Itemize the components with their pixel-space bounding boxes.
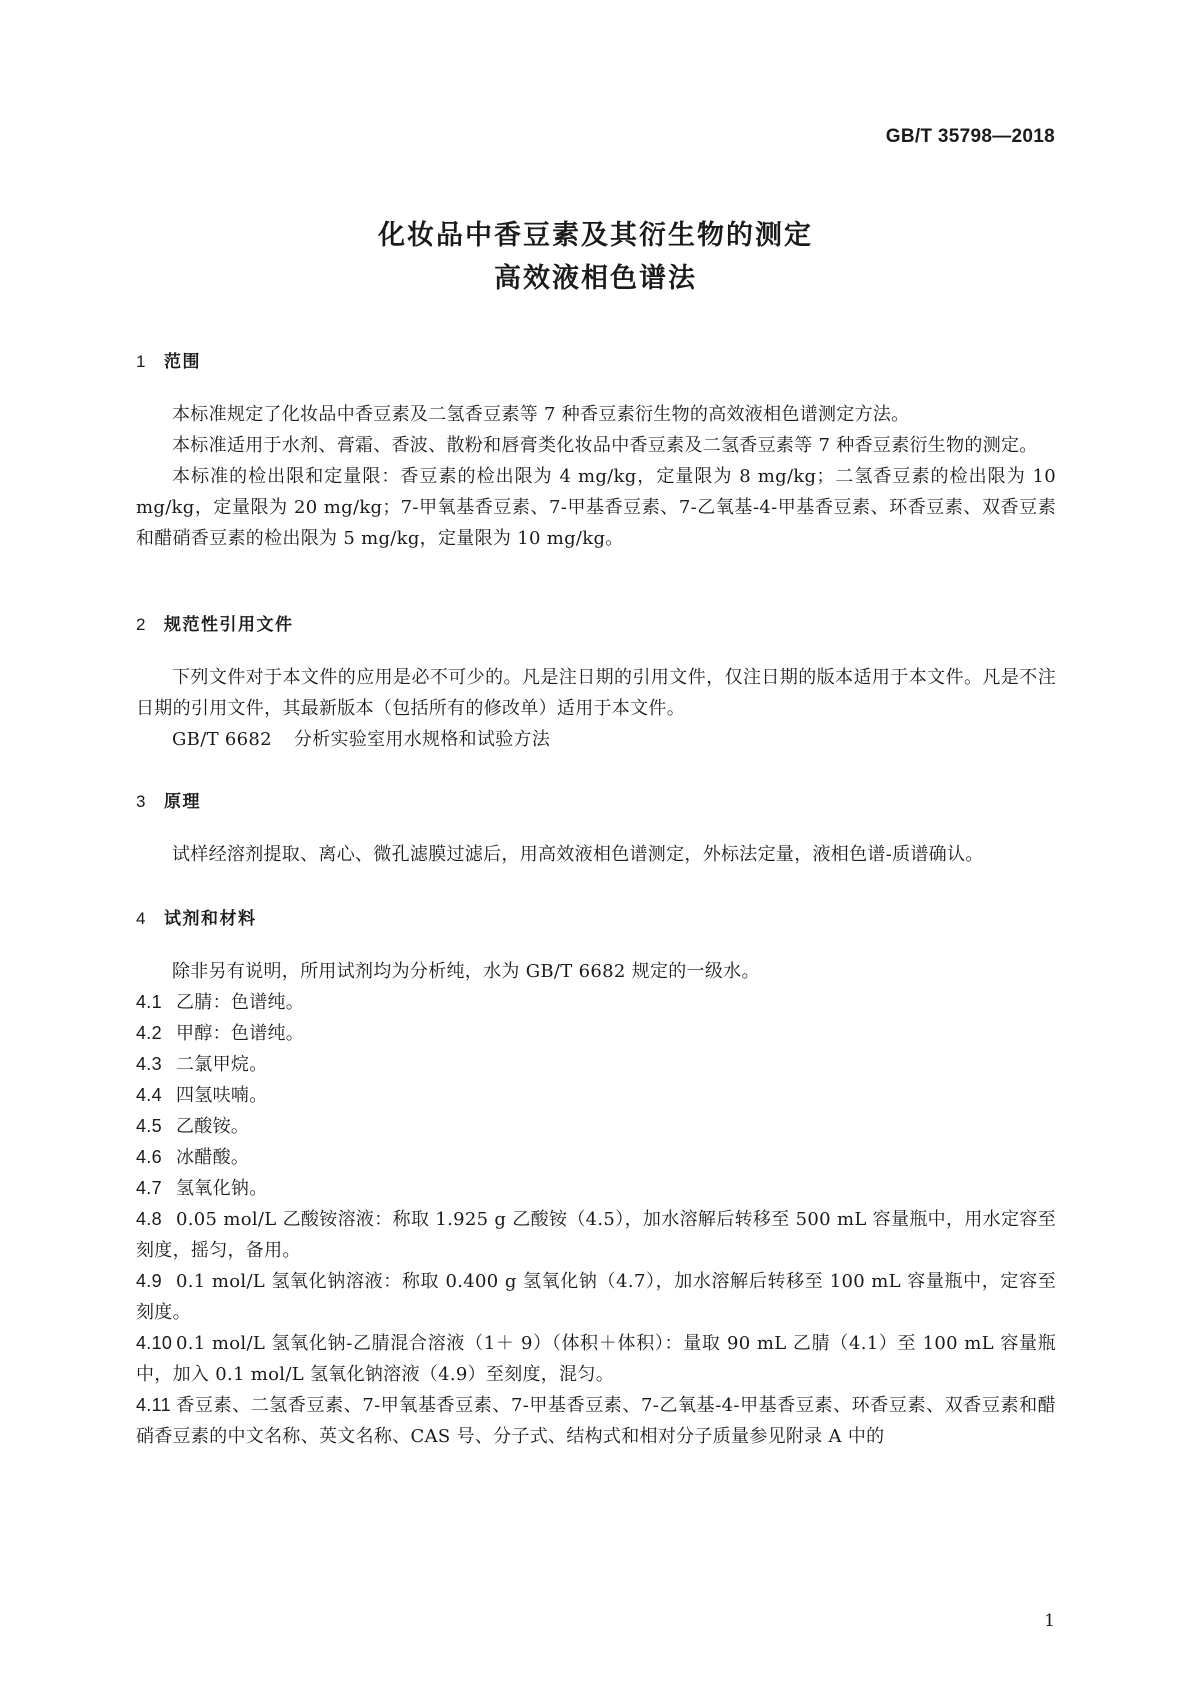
document-title-line2: 高效液相色谱法 bbox=[494, 263, 697, 294]
reference-code: GB/T 6682 bbox=[172, 729, 272, 750]
list-item bbox=[136, 1018, 1056, 1049]
item-text: 四氢呋喃。 bbox=[176, 1085, 268, 1106]
list-item bbox=[136, 1080, 1056, 1111]
paragraph: 本标准规定了化妆品中香豆素及二氢香豆素等 7 种香豆素衍生物的高效液相色谱测定方法。 bbox=[172, 404, 910, 425]
item-text: 冰醋酸。 bbox=[176, 1147, 250, 1168]
section-title: 范围 bbox=[164, 352, 201, 372]
section-1-body bbox=[136, 399, 1056, 554]
item-text: 二氯甲烷。 bbox=[176, 1054, 268, 1075]
paragraph: 试样经溶剂提取、离心、微孔滤膜过滤后，用高效液相色谱测定，外标法定量，液相色谱-质谱确认。 bbox=[172, 844, 984, 865]
section-3-heading bbox=[136, 787, 201, 812]
section-number: 2 bbox=[136, 615, 147, 634]
section-number: 3 bbox=[136, 792, 147, 811]
item-number: 4.7 bbox=[136, 1178, 162, 1198]
section-2-body bbox=[136, 662, 1056, 755]
list-item bbox=[136, 1390, 1056, 1452]
section-4-heading bbox=[136, 904, 257, 929]
section-4-body bbox=[136, 956, 1056, 1452]
section-2-heading bbox=[136, 610, 294, 635]
list-item bbox=[136, 987, 1056, 1018]
item-number: 4.10 bbox=[136, 1333, 173, 1353]
item-text: 0.1 mol/L 氢氧化钠-乙腈混合溶液（1＋ 9）（体积＋体积）：量取 90 mL 乙腈（4.1）至 100 mL 容量瓶中，加入 0.1 mol/L 氢氧化钠溶液（4.9）至刻度，混匀。 bbox=[136, 1333, 1056, 1385]
item-number: 4.9 bbox=[136, 1271, 162, 1291]
item-number: 4.1 bbox=[136, 992, 162, 1012]
item-number: 4.6 bbox=[136, 1147, 162, 1167]
item-number: 4.11 bbox=[136, 1395, 171, 1415]
item-text: 甲醇：色谱纯。 bbox=[176, 1023, 305, 1044]
list-item bbox=[136, 1328, 1056, 1390]
item-text: 乙酸铵。 bbox=[176, 1116, 250, 1137]
item-text: 香豆素、二氢香豆素、7-甲氧基香豆素、7-甲基香豆素、7-乙氧基-4-甲基香豆素、环香豆素、双香豆素和醋硝香豆素的中文名称、英文名称、CAS 号、分子式、结构式和相对分子质量参见附录 A 中的 bbox=[136, 1395, 1056, 1447]
item-number: 4.2 bbox=[136, 1023, 162, 1043]
item-number: 4.3 bbox=[136, 1054, 162, 1074]
reference-title: 分析实验室用水规格和试验方法 bbox=[293, 729, 551, 750]
normative-reference bbox=[136, 724, 1056, 755]
document-title-line1: 化妆品中香豆素及其衍生物的测定 bbox=[378, 220, 813, 251]
item-text: 乙腈：色谱纯。 bbox=[176, 992, 305, 1013]
item-number: 4.5 bbox=[136, 1116, 162, 1136]
item-text: 氢氧化钠。 bbox=[176, 1178, 268, 1199]
item-text: 0.05 mol/L 乙酸铵溶液：称取 1.925 g 乙酸铵（4.5），加水溶解后转移至 500 mL 容量瓶中，用水定容至刻度，摇匀，备用。 bbox=[136, 1209, 1056, 1261]
list-item bbox=[136, 1266, 1056, 1328]
list-item bbox=[136, 1049, 1056, 1080]
paragraph: 本标准的检出限和定量限：香豆素的检出限为 4 mg/kg，定量限为 8 mg/kg；二氢香豆素的检出限为 10 mg/kg，定量限为 20 mg/kg；7-甲氧基香豆素、7-甲基香豆素、7-乙氧基-4-甲基香豆素、环香豆素、双香豆素和醋硝香豆素的检出限为 5 mg/kg，定量限为 10 mg/kg。 bbox=[136, 466, 1056, 549]
list-item bbox=[136, 1173, 1056, 1204]
item-text: 0.1 mol/L 氢氧化钠溶液：称取 0.400 g 氢氧化钠（4.7），加水溶解后转移至 100 mL 容量瓶中，定容至刻度。 bbox=[136, 1271, 1056, 1323]
list-item bbox=[136, 1142, 1056, 1173]
item-number: 4.8 bbox=[136, 1209, 162, 1229]
section-number: 4 bbox=[136, 909, 147, 928]
paragraph: 下列文件对于本文件的应用是必不可少的。凡是注日期的引用文件，仅注日期的版本适用于本文件。凡是不注日期的引用文件，其最新版本（包括所有的修改单）适用于本文件。 bbox=[136, 667, 1056, 719]
page-number: 1 bbox=[1044, 1611, 1055, 1631]
section-3-body bbox=[136, 839, 1056, 870]
section-title: 原理 bbox=[164, 792, 201, 812]
section-title: 规范性引用文件 bbox=[164, 615, 294, 635]
paragraph: 本标准适用于水剂、膏霜、香波、散粉和唇膏类化妆品中香豆素及二氢香豆素等 7 种香豆素衍生物的测定。 bbox=[172, 435, 1038, 456]
section-1-heading bbox=[136, 347, 201, 372]
list-item bbox=[136, 1204, 1056, 1266]
section-number: 1 bbox=[136, 352, 147, 371]
standard-number: GB/T 35798—2018 bbox=[885, 126, 1055, 147]
list-item bbox=[136, 1111, 1056, 1142]
section-title: 试剂和材料 bbox=[164, 909, 257, 929]
item-number: 4.4 bbox=[136, 1085, 162, 1105]
paragraph: 除非另有说明，所用试剂均为分析纯，水为 GB/T 6682 规定的一级水。 bbox=[172, 961, 760, 982]
